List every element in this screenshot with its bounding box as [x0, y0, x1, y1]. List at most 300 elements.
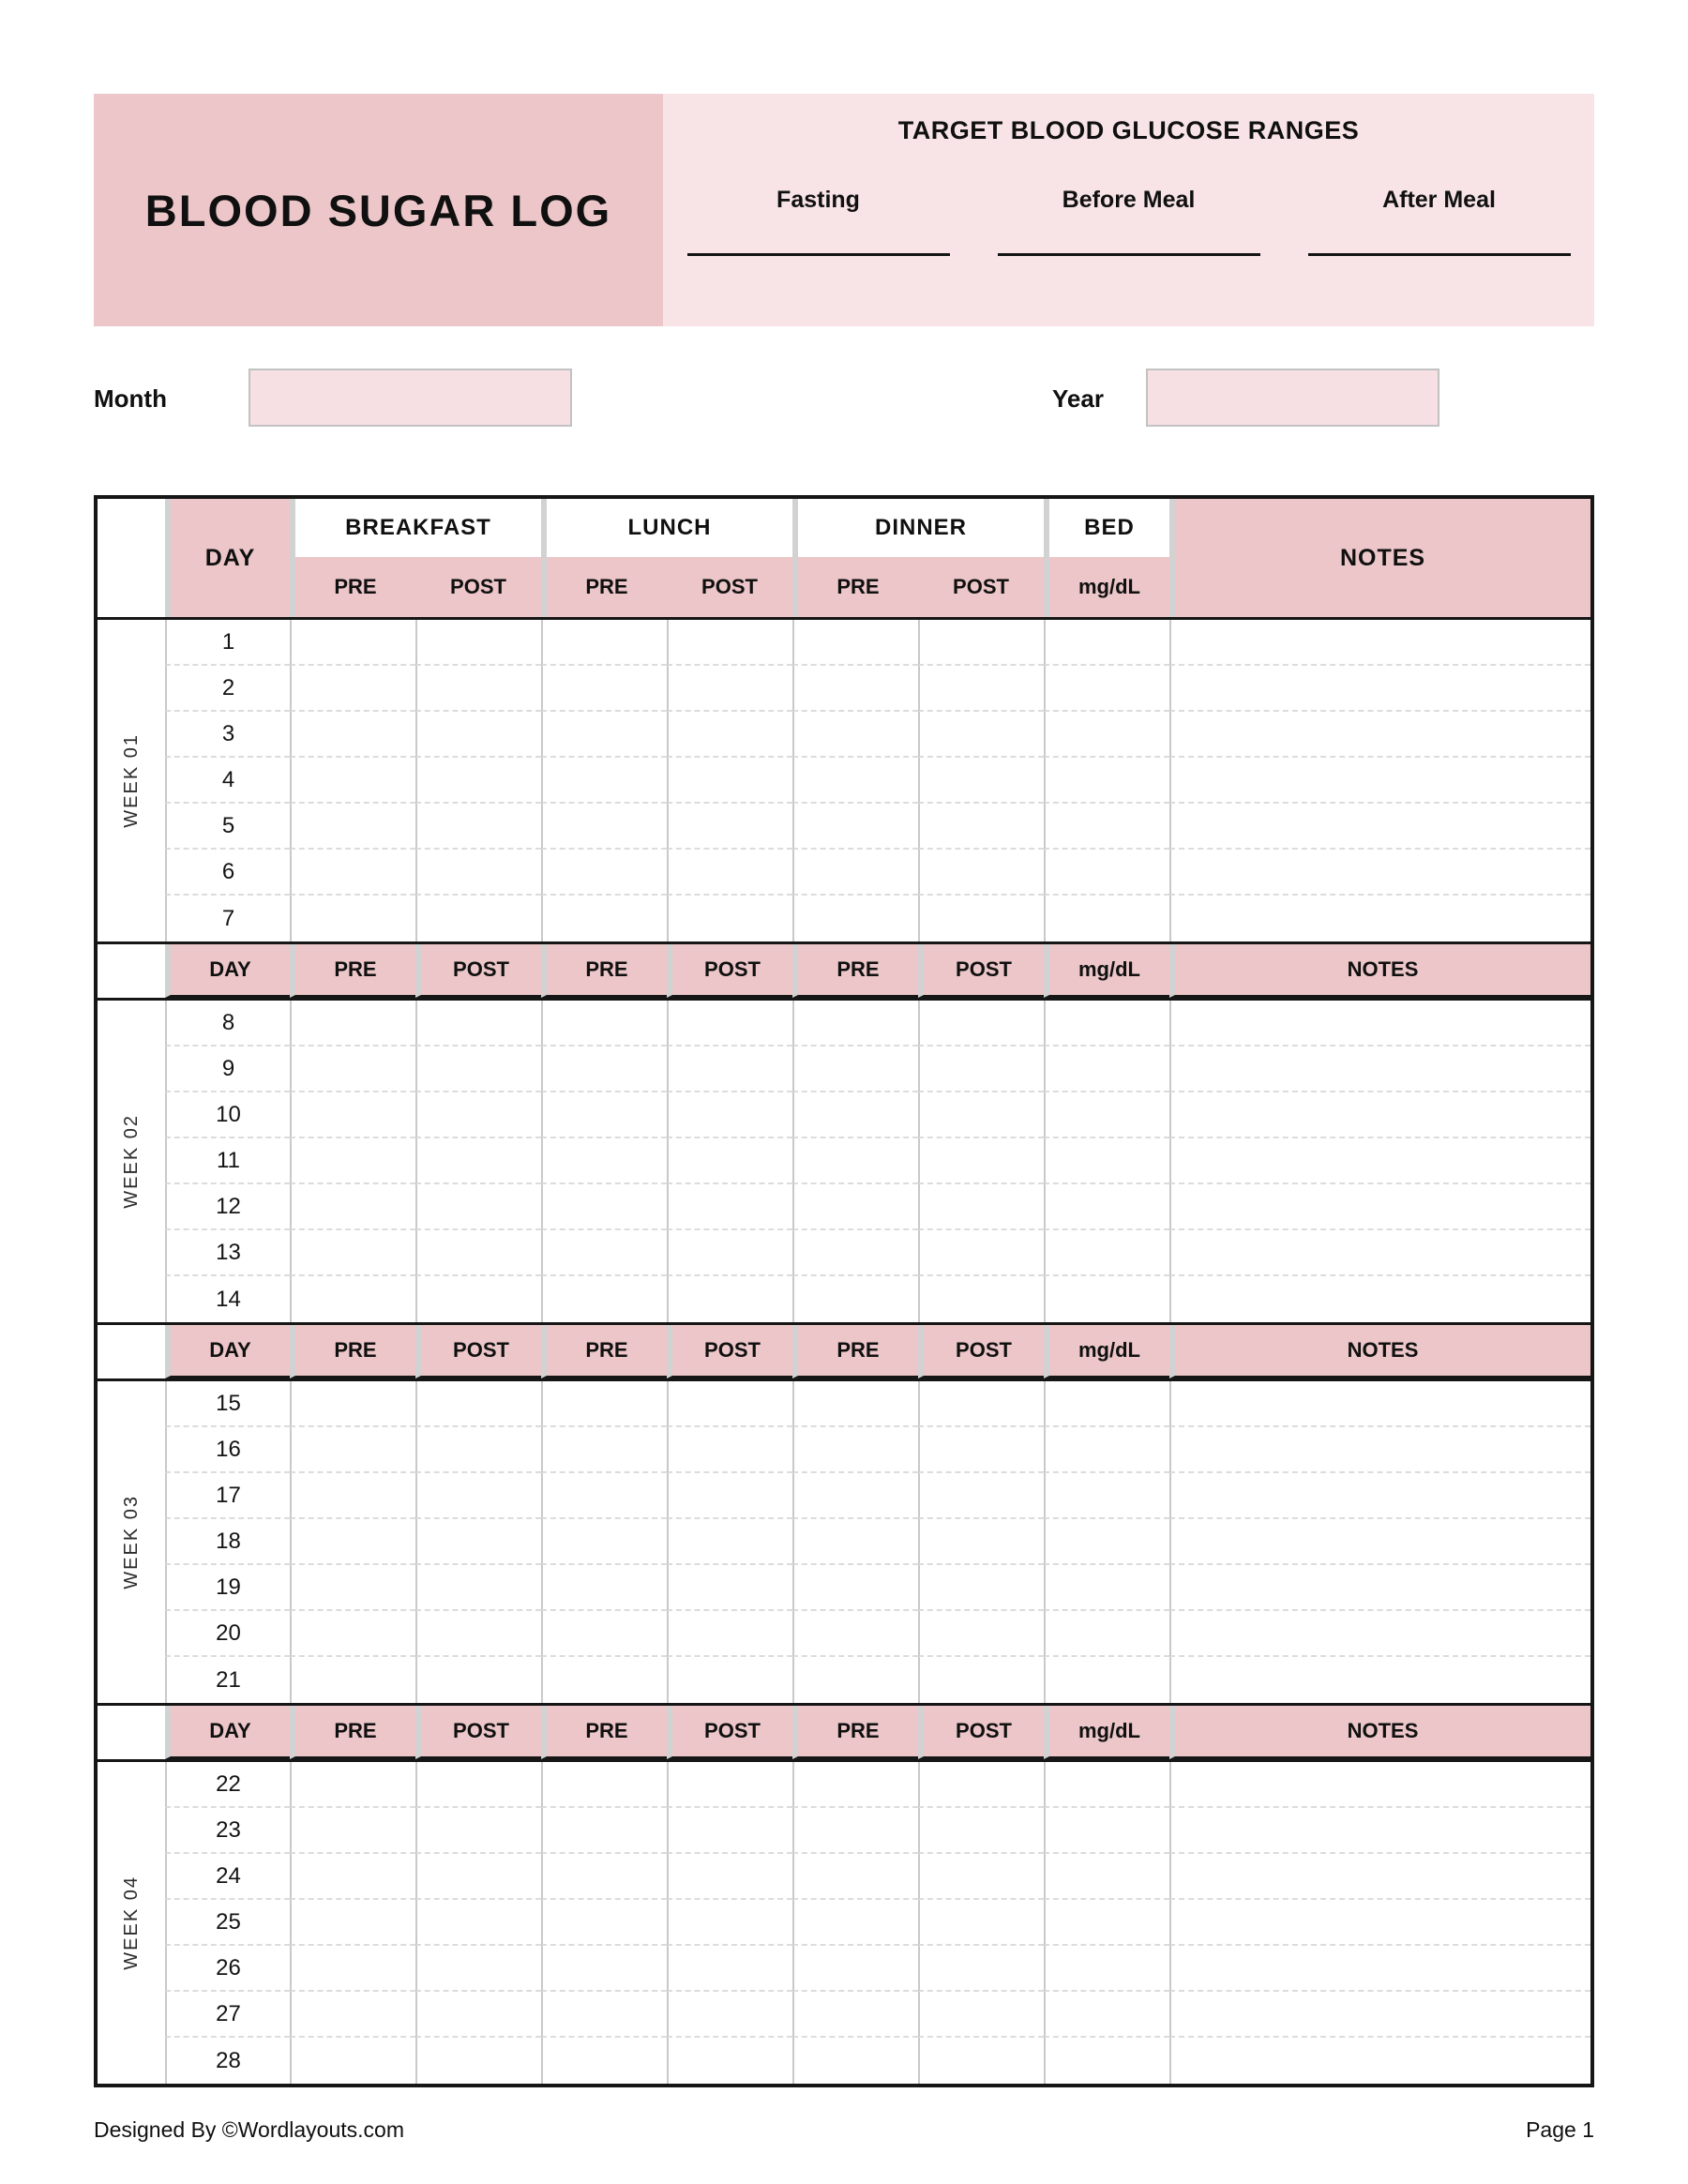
cell-bed-mgdl-day7[interactable] [1044, 896, 1169, 941]
cell-bed-mgdl-day20[interactable] [1044, 1611, 1169, 1657]
cell-bed-mgdl-day11[interactable] [1044, 1138, 1169, 1184]
cell-dinner-pre-day4[interactable] [792, 758, 918, 804]
week-header-cell-pre: PRE [290, 1325, 415, 1378]
notes-column-header: NOTES [1169, 499, 1590, 617]
cell-bed-mgdl-day5[interactable] [1044, 804, 1169, 850]
cell-lunch-pre-day17[interactable] [541, 1473, 667, 1519]
cell-bed-mgdl-day15[interactable] [1044, 1381, 1169, 1427]
cell-notes-day5[interactable] [1169, 804, 1590, 850]
day-number-cell: 28 [165, 2038, 290, 2084]
cell-notes-day15[interactable] [1169, 1381, 1590, 1427]
cell-lunch-pre-day9[interactable] [541, 1047, 667, 1092]
week-body-4 [98, 1762, 1590, 2084]
cell-breakfast-post-day20[interactable] [415, 1611, 541, 1657]
day-number-cell: 17 [165, 1473, 290, 1519]
week-header-cell-post: POST [667, 1325, 792, 1378]
after-meal-range-field [1284, 187, 1594, 256]
cell-lunch-post-day6[interactable] [667, 850, 792, 896]
table-sections [98, 617, 1590, 2084]
cell-dinner-pre-day18[interactable] [792, 1519, 918, 1565]
cell-lunch-pre-day28[interactable] [541, 2038, 667, 2084]
before-meal-label: Before Meal [1062, 187, 1196, 213]
cell-dinner-post-day5[interactable] [918, 804, 1044, 850]
day-number-cell: 14 [165, 1276, 290, 1322]
cell-lunch-pre-day3[interactable] [541, 712, 667, 758]
cell-bed-mgdl-day3[interactable] [1044, 712, 1169, 758]
day-number-cell: 8 [165, 1001, 290, 1047]
cell-dinner-pre-day21[interactable] [792, 1657, 918, 1703]
year-input[interactable] [1146, 369, 1439, 427]
cell-lunch-pre-day4[interactable] [541, 758, 667, 804]
week-header-cell-pre: PRE [541, 944, 667, 998]
week-header-cell-notes: NOTES [1169, 1325, 1590, 1378]
cell-breakfast-post-day4[interactable] [415, 758, 541, 804]
cell-breakfast-pre-day27[interactable] [290, 1992, 415, 2038]
cell-dinner-pre-day28[interactable] [792, 2038, 918, 2084]
cell-breakfast-pre-day10[interactable] [290, 1092, 415, 1138]
day-number-cell: 26 [165, 1946, 290, 1992]
breakfast-post-header: POST [415, 557, 541, 617]
cell-notes-day9[interactable] [1169, 1047, 1590, 1092]
cell-breakfast-post-day21[interactable] [415, 1657, 541, 1703]
cell-lunch-post-day19[interactable] [667, 1565, 792, 1611]
cell-dinner-pre-day5[interactable] [792, 804, 918, 850]
cell-bed-mgdl-day16[interactable] [1044, 1427, 1169, 1473]
cell-bed-mgdl-day9[interactable] [1044, 1047, 1169, 1092]
cell-lunch-post-day18[interactable] [667, 1519, 792, 1565]
cell-notes-day7[interactable] [1169, 896, 1590, 941]
cell-breakfast-post-day23[interactable] [415, 1808, 541, 1854]
cell-breakfast-pre-day28[interactable] [290, 2038, 415, 2084]
week-header-cell-mgdl: mg/dL [1044, 1706, 1169, 1759]
cell-breakfast-pre-day4[interactable] [290, 758, 415, 804]
cell-notes-day11[interactable] [1169, 1138, 1590, 1184]
week-header-row [98, 944, 1590, 998]
after-meal-blank-line[interactable] [1308, 253, 1571, 256]
week-body-2 [98, 1001, 1590, 1322]
cell-lunch-pre-day26[interactable] [541, 1946, 667, 1992]
day-number-cell: 9 [165, 1047, 290, 1092]
week-body-3 [98, 1381, 1590, 1703]
cell-breakfast-post-day24[interactable] [415, 1854, 541, 1900]
cell-dinner-pre-day1[interactable] [792, 620, 918, 666]
cell-notes-day21[interactable] [1169, 1657, 1590, 1703]
cell-dinner-post-day27[interactable] [918, 1992, 1044, 2038]
cell-dinner-post-day11[interactable] [918, 1138, 1044, 1184]
cell-dinner-pre-day3[interactable] [792, 712, 918, 758]
week-header-cell-pre: PRE [541, 1706, 667, 1759]
cell-lunch-pre-day12[interactable] [541, 1184, 667, 1230]
cell-bed-mgdl-day28[interactable] [1044, 2038, 1169, 2084]
cell-lunch-pre-day15[interactable] [541, 1381, 667, 1427]
cell-breakfast-pre-day13[interactable] [290, 1230, 415, 1276]
cell-breakfast-pre-day9[interactable] [290, 1047, 415, 1092]
table-main-header [98, 499, 1590, 617]
cell-bed-mgdl-day25[interactable] [1044, 1900, 1169, 1946]
cell-dinner-pre-day26[interactable] [792, 1946, 918, 1992]
cell-breakfast-post-day19[interactable] [415, 1565, 541, 1611]
cell-dinner-pre-day16[interactable] [792, 1427, 918, 1473]
cell-lunch-pre-day23[interactable] [541, 1808, 667, 1854]
week-body-1 [98, 620, 1590, 941]
fasting-label: Fasting [776, 187, 860, 213]
week-header-cell-post: POST [667, 1706, 792, 1759]
day-number-cell: 15 [165, 1381, 290, 1427]
cell-bed-mgdl-day4[interactable] [1044, 758, 1169, 804]
week-header-cell-pre: PRE [792, 944, 918, 998]
cell-dinner-post-day2[interactable] [918, 666, 1044, 712]
cell-lunch-pre-day14[interactable] [541, 1276, 667, 1322]
cell-bed-mgdl-day8[interactable] [1044, 1001, 1169, 1047]
week-header-cell-notes: NOTES [1169, 1706, 1590, 1759]
cell-lunch-pre-day19[interactable] [541, 1565, 667, 1611]
cell-dinner-pre-day11[interactable] [792, 1138, 918, 1184]
cell-notes-day4[interactable] [1169, 758, 1590, 804]
cell-bed-mgdl-day17[interactable] [1044, 1473, 1169, 1519]
cell-dinner-pre-day9[interactable] [792, 1047, 918, 1092]
cell-dinner-post-day25[interactable] [918, 1900, 1044, 1946]
cell-breakfast-pre-day21[interactable] [290, 1657, 415, 1703]
cell-notes-day25[interactable] [1169, 1900, 1590, 1946]
cell-lunch-pre-day2[interactable] [541, 666, 667, 712]
cell-dinner-post-day18[interactable] [918, 1519, 1044, 1565]
cell-bed-mgdl-day22[interactable] [1044, 1762, 1169, 1808]
cell-bed-mgdl-day18[interactable] [1044, 1519, 1169, 1565]
cell-notes-day12[interactable] [1169, 1184, 1590, 1230]
day-number-cell: 10 [165, 1092, 290, 1138]
cell-lunch-post-day28[interactable] [667, 2038, 792, 2084]
week-header-cell-pre: PRE [290, 1706, 415, 1759]
cell-breakfast-pre-day8[interactable] [290, 1001, 415, 1047]
cell-dinner-pre-day24[interactable] [792, 1854, 918, 1900]
footer-page-number: Page 1 [1526, 2117, 1594, 2142]
cell-notes-day14[interactable] [1169, 1276, 1590, 1322]
cell-dinner-post-day21[interactable] [918, 1657, 1044, 1703]
cell-lunch-post-day26[interactable] [667, 1946, 792, 1992]
cell-notes-day27[interactable] [1169, 1992, 1590, 2038]
cell-breakfast-post-day10[interactable] [415, 1092, 541, 1138]
cell-dinner-pre-day13[interactable] [792, 1230, 918, 1276]
week-header-cell-day: DAY [165, 1325, 290, 1378]
cell-dinner-pre-day27[interactable] [792, 1992, 918, 2038]
cell-breakfast-post-day11[interactable] [415, 1138, 541, 1184]
cell-lunch-post-day23[interactable] [667, 1808, 792, 1854]
group-header-lunch: LUNCH [541, 499, 792, 557]
cell-breakfast-pre-day7[interactable] [290, 896, 415, 941]
cell-lunch-pre-day5[interactable] [541, 804, 667, 850]
lunch-pre-header: PRE [541, 557, 667, 617]
cell-dinner-post-day4[interactable] [918, 758, 1044, 804]
cell-breakfast-post-day15[interactable] [415, 1381, 541, 1427]
cell-lunch-post-day11[interactable] [667, 1138, 792, 1184]
cell-dinner-pre-day6[interactable] [792, 850, 918, 896]
cell-notes-day16[interactable] [1169, 1427, 1590, 1473]
cell-lunch-pre-day13[interactable] [541, 1230, 667, 1276]
cell-notes-day18[interactable] [1169, 1519, 1590, 1565]
cell-notes-day13[interactable] [1169, 1230, 1590, 1276]
cell-notes-day17[interactable] [1169, 1473, 1590, 1519]
cell-lunch-post-day20[interactable] [667, 1611, 792, 1657]
cell-breakfast-pre-day20[interactable] [290, 1611, 415, 1657]
cell-dinner-post-day1[interactable] [918, 620, 1044, 666]
week-header-cell-pre: PRE [290, 944, 415, 998]
cell-breakfast-pre-day1[interactable] [290, 620, 415, 666]
day-number-cell: 20 [165, 1611, 290, 1657]
cell-dinner-post-day19[interactable] [918, 1565, 1044, 1611]
fasting-blank-line[interactable] [687, 253, 950, 256]
week-header-cell-day: DAY [165, 1706, 290, 1759]
week-header-cell-post: POST [918, 944, 1044, 998]
lunch-post-header: POST [667, 557, 792, 617]
cell-breakfast-pre-day2[interactable] [290, 666, 415, 712]
cell-lunch-pre-day6[interactable] [541, 850, 667, 896]
week-header-cell-post: POST [918, 1325, 1044, 1378]
cell-bed-mgdl-day13[interactable] [1044, 1230, 1169, 1276]
cell-notes-day26[interactable] [1169, 1946, 1590, 1992]
cell-dinner-pre-day10[interactable] [792, 1092, 918, 1138]
cell-lunch-pre-day16[interactable] [541, 1427, 667, 1473]
cell-lunch-pre-day8[interactable] [541, 1001, 667, 1047]
title-box [94, 94, 663, 326]
cell-lunch-pre-day18[interactable] [541, 1519, 667, 1565]
page-title: BLOOD SUGAR LOG [144, 185, 612, 235]
cell-lunch-post-day25[interactable] [667, 1900, 792, 1946]
cell-lunch-post-day3[interactable] [667, 712, 792, 758]
cell-bed-mgdl-day10[interactable] [1044, 1092, 1169, 1138]
cell-dinner-post-day22[interactable] [918, 1762, 1044, 1808]
cell-lunch-pre-day24[interactable] [541, 1854, 667, 1900]
cell-breakfast-pre-day24[interactable] [290, 1854, 415, 1900]
cell-dinner-post-day12[interactable] [918, 1184, 1044, 1230]
cell-notes-day8[interactable] [1169, 1001, 1590, 1047]
week-label-text: WEEK 03 [120, 1495, 142, 1589]
cell-lunch-pre-day27[interactable] [541, 1992, 667, 2038]
cell-notes-day22[interactable] [1169, 1762, 1590, 1808]
week-header-cell-post: POST [667, 944, 792, 998]
cell-breakfast-pre-day11[interactable] [290, 1138, 415, 1184]
cell-breakfast-post-day27[interactable] [415, 1992, 541, 2038]
cell-dinner-pre-day22[interactable] [792, 1762, 918, 1808]
cell-breakfast-pre-day14[interactable] [290, 1276, 415, 1322]
cell-bed-mgdl-day26[interactable] [1044, 1946, 1169, 1992]
breakfast-pre-header: PRE [290, 557, 415, 617]
target-ranges-columns [663, 187, 1594, 256]
cell-notes-day28[interactable] [1169, 2038, 1590, 2084]
month-input[interactable] [249, 369, 572, 427]
cell-lunch-pre-day21[interactable] [541, 1657, 667, 1703]
cell-bed-mgdl-day23[interactable] [1044, 1808, 1169, 1854]
cell-bed-mgdl-day6[interactable] [1044, 850, 1169, 896]
cell-breakfast-post-day16[interactable] [415, 1427, 541, 1473]
cell-bed-mgdl-day21[interactable] [1044, 1657, 1169, 1703]
week-column-spacer [98, 499, 165, 617]
cell-lunch-post-day8[interactable] [667, 1001, 792, 1047]
cell-notes-day3[interactable] [1169, 712, 1590, 758]
cell-lunch-pre-day22[interactable] [541, 1762, 667, 1808]
cell-breakfast-pre-day22[interactable] [290, 1762, 415, 1808]
cell-breakfast-post-day18[interactable] [415, 1519, 541, 1565]
day-number-cell: 24 [165, 1854, 290, 1900]
cell-dinner-post-day28[interactable] [918, 2038, 1044, 2084]
cell-lunch-post-day9[interactable] [667, 1047, 792, 1092]
cell-breakfast-pre-day25[interactable] [290, 1900, 415, 1946]
cell-dinner-pre-day23[interactable] [792, 1808, 918, 1854]
cell-notes-day20[interactable] [1169, 1611, 1590, 1657]
cell-notes-day2[interactable] [1169, 666, 1590, 712]
year-label: Year [1052, 384, 1104, 413]
cell-bed-mgdl-day27[interactable] [1044, 1992, 1169, 2038]
cell-lunch-post-day12[interactable] [667, 1184, 792, 1230]
cell-breakfast-post-day22[interactable] [415, 1762, 541, 1808]
cell-dinner-post-day7[interactable] [918, 896, 1044, 941]
cell-dinner-pre-day2[interactable] [792, 666, 918, 712]
cell-dinner-post-day15[interactable] [918, 1381, 1044, 1427]
cell-breakfast-pre-day17[interactable] [290, 1473, 415, 1519]
cell-breakfast-post-day9[interactable] [415, 1047, 541, 1092]
week-label [98, 1762, 165, 2084]
cell-dinner-post-day20[interactable] [918, 1611, 1044, 1657]
cell-lunch-post-day14[interactable] [667, 1276, 792, 1322]
cell-dinner-post-day23[interactable] [918, 1808, 1044, 1854]
cell-lunch-pre-day10[interactable] [541, 1092, 667, 1138]
cell-lunch-post-day22[interactable] [667, 1762, 792, 1808]
cell-dinner-post-day26[interactable] [918, 1946, 1044, 1992]
cell-breakfast-post-day28[interactable] [415, 2038, 541, 2084]
cell-lunch-post-day5[interactable] [667, 804, 792, 850]
day-number-cell: 16 [165, 1427, 290, 1473]
cell-notes-day24[interactable] [1169, 1854, 1590, 1900]
week-label-text: WEEK 02 [120, 1114, 142, 1209]
cell-lunch-pre-day20[interactable] [541, 1611, 667, 1657]
day-number-cell: 25 [165, 1900, 290, 1946]
day-number-cell: 5 [165, 804, 290, 850]
cell-lunch-post-day4[interactable] [667, 758, 792, 804]
cell-notes-day6[interactable] [1169, 850, 1590, 896]
cell-breakfast-pre-day6[interactable] [290, 850, 415, 896]
bed-mgdl-header: mg/dL [1044, 557, 1169, 617]
week-header-cell-notes: NOTES [1169, 944, 1590, 998]
cell-breakfast-post-day7[interactable] [415, 896, 541, 941]
cell-lunch-post-day21[interactable] [667, 1657, 792, 1703]
cell-lunch-post-day27[interactable] [667, 1992, 792, 2038]
cell-breakfast-pre-day12[interactable] [290, 1184, 415, 1230]
cell-bed-mgdl-day1[interactable] [1044, 620, 1169, 666]
cell-breakfast-post-day25[interactable] [415, 1900, 541, 1946]
cell-breakfast-post-day3[interactable] [415, 712, 541, 758]
cell-lunch-pre-day25[interactable] [541, 1900, 667, 1946]
cell-notes-day10[interactable] [1169, 1092, 1590, 1138]
cell-lunch-pre-day1[interactable] [541, 620, 667, 666]
cell-dinner-pre-day19[interactable] [792, 1565, 918, 1611]
cell-dinner-pre-day15[interactable] [792, 1381, 918, 1427]
cell-breakfast-post-day17[interactable] [415, 1473, 541, 1519]
cell-dinner-post-day16[interactable] [918, 1427, 1044, 1473]
cell-breakfast-pre-day3[interactable] [290, 712, 415, 758]
month-year-row [94, 369, 1594, 429]
cell-lunch-post-day17[interactable] [667, 1473, 792, 1519]
cell-lunch-post-day16[interactable] [667, 1427, 792, 1473]
cell-dinner-pre-day17[interactable] [792, 1473, 918, 1519]
cell-dinner-post-day9[interactable] [918, 1047, 1044, 1092]
cell-bed-mgdl-day24[interactable] [1044, 1854, 1169, 1900]
cell-breakfast-post-day14[interactable] [415, 1276, 541, 1322]
day-number-cell: 27 [165, 1992, 290, 2038]
cell-dinner-post-day3[interactable] [918, 712, 1044, 758]
cell-dinner-post-day6[interactable] [918, 850, 1044, 896]
cell-breakfast-post-day6[interactable] [415, 850, 541, 896]
cell-bed-mgdl-day14[interactable] [1044, 1276, 1169, 1322]
cell-bed-mgdl-day12[interactable] [1044, 1184, 1169, 1230]
cell-lunch-post-day24[interactable] [667, 1854, 792, 1900]
cell-lunch-pre-day7[interactable] [541, 896, 667, 941]
before-meal-blank-line[interactable] [998, 253, 1260, 256]
cell-bed-mgdl-day2[interactable] [1044, 666, 1169, 712]
cell-notes-day1[interactable] [1169, 620, 1590, 666]
cell-breakfast-pre-day23[interactable] [290, 1808, 415, 1854]
week-header-cell-mgdl: mg/dL [1044, 1325, 1169, 1378]
cell-dinner-pre-day20[interactable] [792, 1611, 918, 1657]
cell-notes-day23[interactable] [1169, 1808, 1590, 1854]
week-header-cell-pre: PRE [792, 1325, 918, 1378]
cell-breakfast-post-day5[interactable] [415, 804, 541, 850]
cell-breakfast-pre-day19[interactable] [290, 1565, 415, 1611]
cell-breakfast-post-day1[interactable] [415, 620, 541, 666]
cell-notes-day19[interactable] [1169, 1565, 1590, 1611]
day-number-cell: 19 [165, 1565, 290, 1611]
cell-lunch-pre-day11[interactable] [541, 1138, 667, 1184]
cell-breakfast-post-day13[interactable] [415, 1230, 541, 1276]
cell-dinner-post-day10[interactable] [918, 1092, 1044, 1138]
cell-dinner-pre-day14[interactable] [792, 1276, 918, 1322]
blood-sugar-table [94, 495, 1594, 2087]
dinner-post-header: POST [918, 557, 1044, 617]
cell-breakfast-post-day26[interactable] [415, 1946, 541, 1992]
cell-breakfast-post-day8[interactable] [415, 1001, 541, 1047]
page-footer [94, 2117, 1594, 2143]
dinner-pre-header: PRE [792, 557, 918, 617]
cell-dinner-pre-day7[interactable] [792, 896, 918, 941]
cell-dinner-post-day8[interactable] [918, 1001, 1044, 1047]
cell-dinner-post-day13[interactable] [918, 1230, 1044, 1276]
week-header-cell-pre: PRE [541, 1325, 667, 1378]
cell-breakfast-pre-day26[interactable] [290, 1946, 415, 1992]
cell-dinner-post-day17[interactable] [918, 1473, 1044, 1519]
cell-bed-mgdl-day19[interactable] [1044, 1565, 1169, 1611]
cell-breakfast-pre-day15[interactable] [290, 1381, 415, 1427]
cell-breakfast-pre-day5[interactable] [290, 804, 415, 850]
day-number-cell: 12 [165, 1184, 290, 1230]
cell-dinner-pre-day12[interactable] [792, 1184, 918, 1230]
day-number-cell: 21 [165, 1657, 290, 1703]
cell-breakfast-pre-day18[interactable] [290, 1519, 415, 1565]
cell-lunch-post-day13[interactable] [667, 1230, 792, 1276]
day-number-cell: 18 [165, 1519, 290, 1565]
cell-breakfast-pre-day16[interactable] [290, 1427, 415, 1473]
cell-dinner-pre-day8[interactable] [792, 1001, 918, 1047]
cell-dinner-pre-day25[interactable] [792, 1900, 918, 1946]
cell-breakfast-post-day2[interactable] [415, 666, 541, 712]
cell-lunch-post-day2[interactable] [667, 666, 792, 712]
cell-dinner-post-day14[interactable] [918, 1276, 1044, 1322]
cell-lunch-post-day10[interactable] [667, 1092, 792, 1138]
cell-dinner-post-day24[interactable] [918, 1854, 1044, 1900]
cell-lunch-post-day15[interactable] [667, 1381, 792, 1427]
cell-breakfast-post-day12[interactable] [415, 1184, 541, 1230]
week-label [98, 1001, 165, 1322]
cell-lunch-post-day7[interactable] [667, 896, 792, 941]
cell-lunch-post-day1[interactable] [667, 620, 792, 666]
week-label-text: WEEK 04 [120, 1875, 142, 1970]
